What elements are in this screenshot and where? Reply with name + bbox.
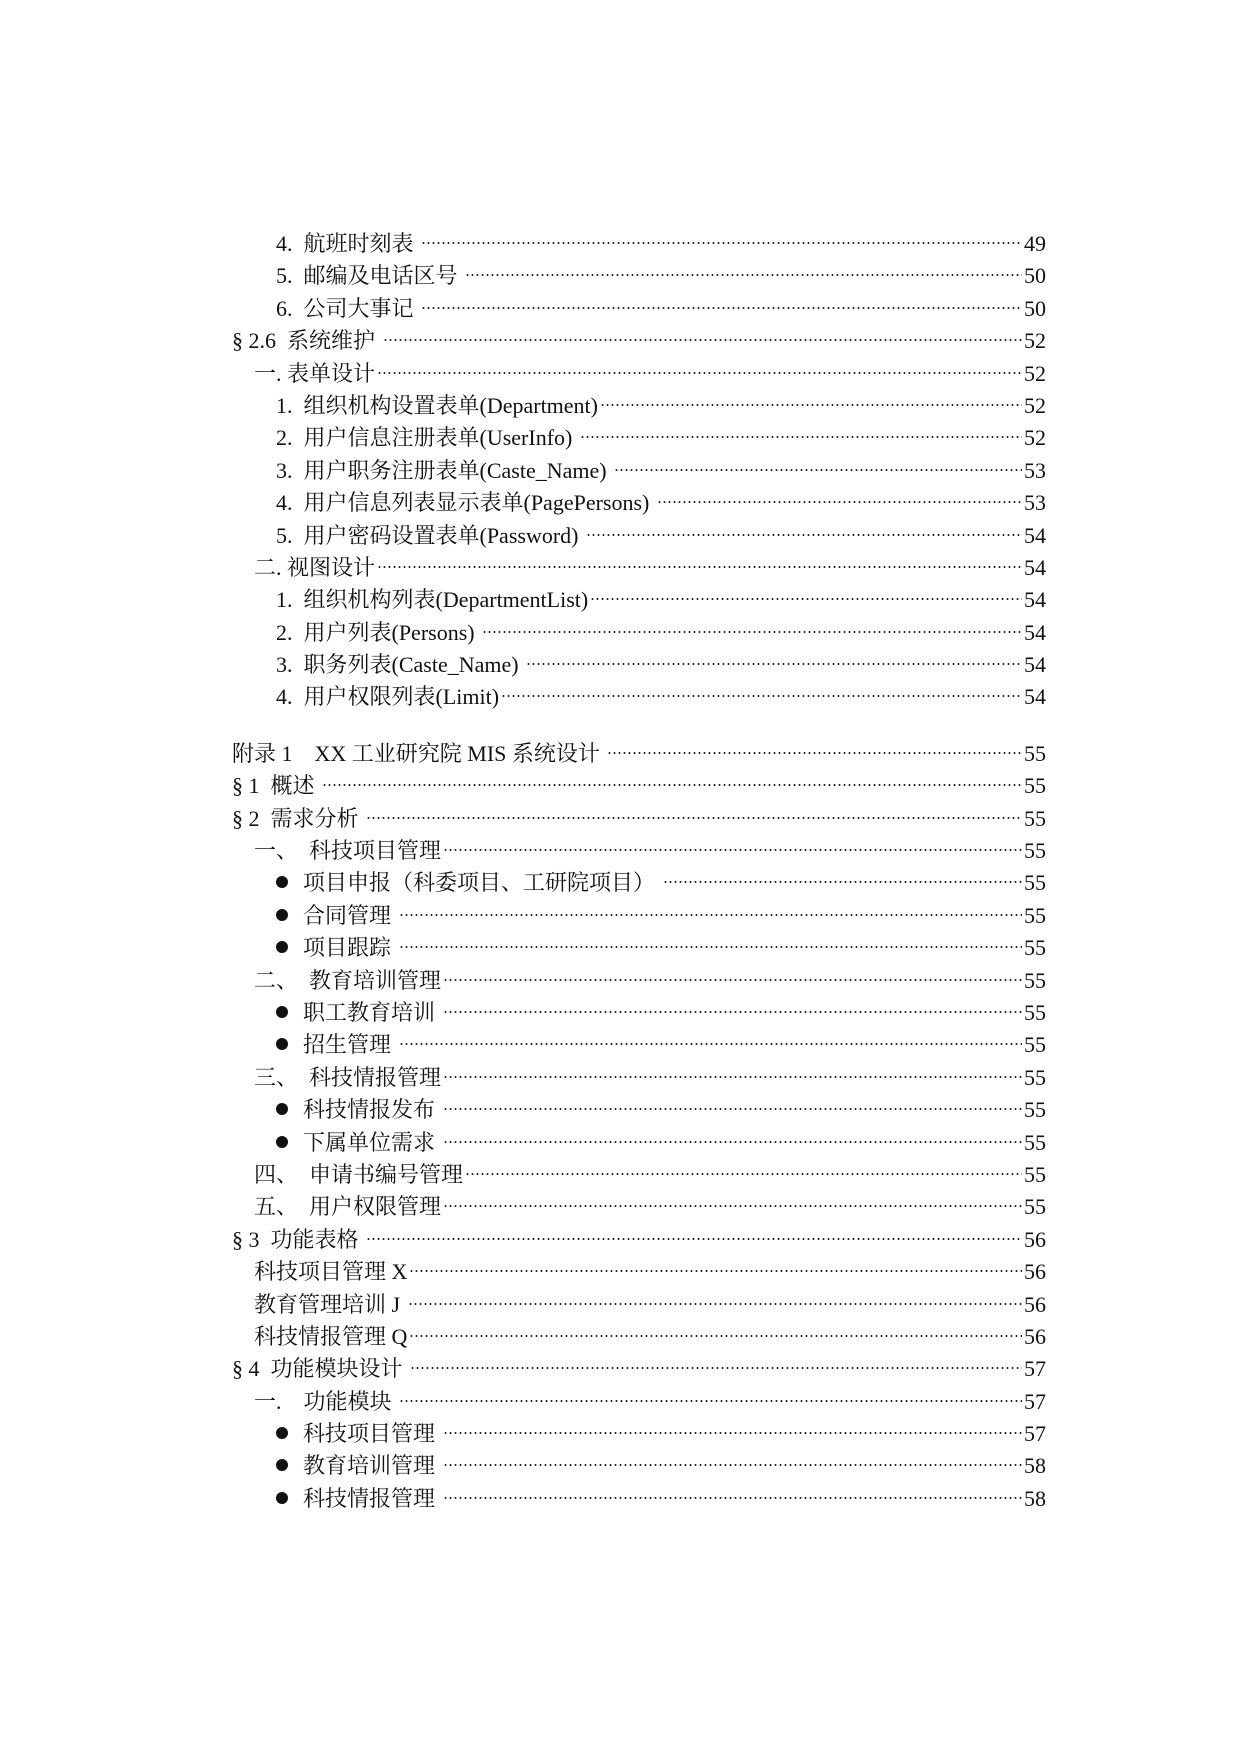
dot-leader <box>600 403 1022 407</box>
dot-leader <box>443 1107 1022 1111</box>
dot-leader <box>443 1496 1022 1500</box>
dot-leader <box>443 1075 1022 1079</box>
toc-entry-label <box>303 1418 441 1450</box>
dot-leader <box>399 1042 1022 1046</box>
toc-entry[interactable] <box>232 1450 1046 1482</box>
toc-entry-text: 3. 用户职务注册表单(Caste_Name) <box>276 457 613 483</box>
dot-leader <box>443 1204 1022 1208</box>
toc-entry[interactable] <box>232 358 1046 390</box>
dot-leader <box>663 880 1022 884</box>
toc-entry-text: 2. 用户信息注册表单(UserInfo) <box>276 425 578 451</box>
toc-entry-text: 下属单位需求 <box>303 1129 441 1155</box>
bullet-icon <box>276 876 288 888</box>
toc-entry[interactable] <box>232 1353 1046 1385</box>
toc-entry-text: 3. 职务列表(Caste_Name) <box>276 652 525 678</box>
toc-entry[interactable] <box>232 867 1046 899</box>
toc-page-number: 52 <box>1024 392 1046 418</box>
dot-leader <box>421 241 1022 245</box>
toc-entry[interactable] <box>232 803 1046 835</box>
toc-entry-label <box>254 552 375 584</box>
toc-entry[interactable] <box>232 1191 1046 1223</box>
dot-leader <box>526 662 1022 666</box>
dot-leader <box>377 371 1022 375</box>
toc-entry[interactable] <box>232 293 1046 325</box>
table-of-contents <box>232 228 1046 1515</box>
toc-entry[interactable] <box>232 1159 1046 1191</box>
toc-page-number: 55 <box>1024 999 1046 1025</box>
toc-entry-label <box>276 228 419 260</box>
toc-page-number: 55 <box>1024 1032 1046 1058</box>
dot-leader <box>614 468 1022 472</box>
toc-page-number: 55 <box>1024 902 1046 928</box>
toc-entry[interactable] <box>232 1094 1046 1126</box>
toc-entry-label <box>303 867 661 899</box>
toc-page-number: 55 <box>1024 967 1046 993</box>
toc-entry[interactable] <box>232 1418 1046 1450</box>
toc-entry-text: 2. 用户列表(Persons) <box>276 619 481 645</box>
toc-entry-text: § 2 需求分析 <box>232 805 365 831</box>
bullet-icon <box>276 1136 288 1148</box>
dot-leader <box>443 978 1022 982</box>
toc-entry[interactable] <box>232 1483 1046 1515</box>
toc-page-number: 56 <box>1024 1291 1046 1317</box>
toc-entry-text: 科技情报管理 <box>303 1485 441 1511</box>
toc-entry[interactable] <box>232 520 1046 552</box>
toc-entry-text: 科技情报管理 Q <box>254 1323 408 1349</box>
dot-leader <box>399 1399 1022 1403</box>
toc-entry-text: 职工教育培训 <box>303 999 441 1025</box>
toc-page-number: 56 <box>1024 1323 1046 1349</box>
dot-leader <box>465 1172 1022 1176</box>
dot-leader <box>482 630 1022 634</box>
toc-entry[interactable] <box>232 770 1046 802</box>
dot-leader <box>421 306 1022 310</box>
dot-leader <box>409 1334 1022 1338</box>
dot-leader <box>443 1010 1022 1014</box>
toc-entry-text: 教育培训管理 <box>303 1453 441 1479</box>
toc-page-number: 54 <box>1024 652 1046 678</box>
toc-entry-label <box>254 1159 463 1191</box>
toc-entry[interactable] <box>232 738 1046 770</box>
toc-entry-text: 五、 用户权限管理 <box>254 1194 442 1220</box>
dot-leader <box>399 945 1022 949</box>
dot-leader <box>410 1366 1022 1370</box>
dot-leader <box>399 913 1022 917</box>
dot-leader <box>322 783 1022 787</box>
toc-page-number: 52 <box>1024 425 1046 451</box>
bullet-icon <box>276 1038 288 1050</box>
bullet-icon <box>276 1459 288 1471</box>
bullet-icon <box>276 909 288 921</box>
toc-entry[interactable] <box>232 584 1046 616</box>
dot-leader <box>383 338 1022 342</box>
toc-entry-label <box>232 1224 364 1256</box>
toc-page-number: 54 <box>1024 619 1046 645</box>
bullet-icon <box>276 1427 288 1439</box>
toc-entry-label <box>276 520 584 552</box>
toc-page-number: 58 <box>1024 1485 1046 1511</box>
toc-entry-text: 一. 表单设计 <box>254 360 376 386</box>
toc-entry[interactable] <box>232 1224 1046 1256</box>
toc-entry-label <box>254 835 441 867</box>
toc-entry-text: 附录 1 XX 工业研究院 MIS 系统设计 <box>232 740 606 766</box>
toc-page-number: 56 <box>1024 1226 1046 1252</box>
dot-leader <box>586 533 1022 537</box>
toc-entry-text: § 1 概述 <box>232 773 321 799</box>
toc-page-number: 52 <box>1024 360 1046 386</box>
bullet-icon <box>276 1103 288 1115</box>
toc-entry-text: 科技项目管理 X <box>254 1259 408 1285</box>
toc-page-number: 55 <box>1024 1129 1046 1155</box>
toc-entry-label <box>303 997 441 1029</box>
toc-entry[interactable] <box>232 965 1046 997</box>
toc-entry-label <box>303 1483 441 1515</box>
toc-page-number: 54 <box>1024 587 1046 613</box>
bullet-icon <box>276 941 288 953</box>
toc-entry[interactable] <box>232 390 1046 422</box>
toc-entry-label <box>276 455 612 487</box>
toc-entry[interactable] <box>232 552 1046 584</box>
toc-entry[interactable] <box>232 260 1046 292</box>
toc-entry-label <box>303 1094 441 1126</box>
toc-entry-text: 1. 组织机构设置表单(Department) <box>276 392 598 418</box>
toc-entry-text: 1. 组织机构列表(DepartmentList) <box>276 587 589 613</box>
toc-entry-text: § 3 功能表格 <box>232 1226 365 1252</box>
toc-entry[interactable] <box>232 455 1046 487</box>
dot-leader <box>580 435 1022 439</box>
dot-leader <box>443 1463 1022 1467</box>
dot-leader <box>443 1140 1022 1144</box>
toc-entry-label <box>276 649 524 681</box>
toc-page-number: 55 <box>1024 1097 1046 1123</box>
toc-entry-text: 4. 航班时刻表 <box>276 231 420 256</box>
toc-entry-text: 二、 教育培训管理 <box>254 967 442 993</box>
toc-entry-text: 4. 用户信息列表显示表单(PagePersons) <box>276 490 655 516</box>
toc-entry-text: 二. 视图设计 <box>254 554 376 580</box>
bullet-icon <box>276 1492 288 1504</box>
toc-entry-label <box>232 770 320 802</box>
toc-entry-text: § 4 功能模块设计 <box>232 1356 409 1382</box>
toc-entry[interactable] <box>232 835 1046 867</box>
dot-leader <box>590 597 1022 601</box>
toc-page-number: 55 <box>1024 1064 1046 1090</box>
toc-entry[interactable] <box>232 1386 1046 1418</box>
toc-entry[interactable] <box>232 1321 1046 1353</box>
toc-entry-label <box>254 1386 397 1418</box>
toc-page-number: 55 <box>1024 935 1046 961</box>
toc-page-number: 57 <box>1024 1356 1046 1382</box>
toc-entry-label <box>254 358 375 390</box>
toc-entry-text: 三、 科技情报管理 <box>254 1064 442 1090</box>
toc-entry-text: 招生管理 <box>303 1032 397 1058</box>
toc-entry-label <box>276 617 480 649</box>
toc-entry[interactable] <box>232 1127 1046 1159</box>
toc-entry-label <box>232 325 381 357</box>
toc-page-number: 54 <box>1024 522 1046 548</box>
toc-entry-label <box>254 965 441 997</box>
toc-page-number: 55 <box>1024 1161 1046 1187</box>
toc-entry-label <box>276 681 499 713</box>
toc-page-number: 55 <box>1024 838 1046 864</box>
toc-entry[interactable] <box>232 900 1046 932</box>
toc-entry[interactable] <box>232 228 1046 260</box>
dot-leader <box>366 1237 1022 1241</box>
toc-entry-text: 5. 邮编及电话区号 <box>276 263 464 289</box>
toc-entry-label <box>254 1256 407 1288</box>
toc-entry-label <box>303 1127 441 1159</box>
dot-leader <box>408 1302 1022 1306</box>
toc-entry-text: 科技项目管理 <box>303 1421 441 1447</box>
toc-entry-label <box>254 1062 441 1094</box>
toc-entry-label <box>276 293 419 325</box>
bullet-icon <box>276 1006 288 1018</box>
toc-entry-label <box>254 1289 406 1321</box>
toc-entry-text: 四、 申请书编号管理 <box>254 1161 464 1187</box>
toc-entry-label <box>276 584 588 616</box>
toc-page-number: 49 <box>1024 231 1046 256</box>
dot-leader <box>409 1269 1022 1273</box>
toc-entry[interactable] <box>232 1256 1046 1288</box>
toc-page-number: 55 <box>1024 740 1046 766</box>
toc-entry-label <box>232 1353 408 1385</box>
toc-entry[interactable] <box>232 1029 1046 1061</box>
toc-page-number: 56 <box>1024 1259 1046 1285</box>
toc-entry[interactable] <box>232 487 1046 519</box>
dot-leader <box>607 751 1022 755</box>
toc-entry[interactable] <box>232 932 1046 964</box>
toc-entry-text: 5. 用户密码设置表单(Password) <box>276 522 584 548</box>
dot-leader <box>377 565 1022 569</box>
toc-entry-label <box>276 422 578 454</box>
toc-entry[interactable] <box>232 649 1046 681</box>
toc-entry[interactable] <box>232 997 1046 1029</box>
toc-page-number: 55 <box>1024 773 1046 799</box>
toc-entry-label <box>254 1321 407 1353</box>
toc-entry-label <box>276 390 598 422</box>
toc-entry-text: 合同管理 <box>303 902 397 928</box>
toc-entry-text: 项目跟踪 <box>303 935 397 961</box>
toc-entry-label <box>276 487 655 519</box>
toc-entry-label <box>276 260 463 292</box>
toc-entry[interactable] <box>232 681 1046 713</box>
toc-entry-text: 一. 功能模块 <box>254 1388 398 1414</box>
toc-page-number: 50 <box>1024 295 1046 321</box>
dot-leader <box>465 273 1022 277</box>
toc-entry[interactable] <box>232 422 1046 454</box>
toc-entry-text: 教育管理培训 J <box>254 1291 406 1317</box>
toc-page-number: 54 <box>1024 554 1046 580</box>
dot-leader <box>443 848 1022 852</box>
toc-entry-text: § 2.6 系统维护 <box>232 328 381 354</box>
toc-page-number: 55 <box>1024 870 1046 896</box>
toc-entry-label <box>303 900 397 932</box>
toc-entry-label <box>232 738 605 770</box>
toc-page-number: 52 <box>1024 328 1046 354</box>
toc-page-number: 50 <box>1024 263 1046 289</box>
dot-leader <box>366 816 1022 820</box>
toc-entry-label <box>303 1029 397 1061</box>
dot-leader <box>501 694 1022 698</box>
toc-entry-text: 6. 公司大事记 <box>276 295 420 321</box>
toc-page-number: 55 <box>1024 1194 1046 1220</box>
toc-entry-label <box>303 932 397 964</box>
toc-page-number: 54 <box>1024 684 1046 710</box>
toc-entry-label <box>254 1191 441 1223</box>
toc-entry-text: 一、 科技项目管理 <box>254 838 442 864</box>
toc-page-number: 55 <box>1024 805 1046 831</box>
toc-page-number: 57 <box>1024 1388 1046 1414</box>
toc-entry[interactable] <box>232 1289 1046 1321</box>
toc-page-number: 58 <box>1024 1453 1046 1479</box>
dot-leader <box>657 500 1022 504</box>
toc-page-number: 53 <box>1024 490 1046 516</box>
toc-page-number: 57 <box>1024 1421 1046 1447</box>
toc-entry-text: 4. 用户权限列表(Limit) <box>276 684 500 710</box>
toc-entry[interactable] <box>232 617 1046 649</box>
toc-entry-label <box>303 1450 441 1482</box>
toc-entry-label <box>232 803 364 835</box>
toc-entry-text: 项目申报（科委项目、工研院项目） <box>303 870 661 896</box>
toc-page-number: 53 <box>1024 457 1046 483</box>
dot-leader <box>443 1431 1022 1435</box>
toc-entry[interactable] <box>232 1062 1046 1094</box>
toc-entry-text: 科技情报发布 <box>303 1097 441 1123</box>
toc-entry[interactable] <box>232 325 1046 357</box>
